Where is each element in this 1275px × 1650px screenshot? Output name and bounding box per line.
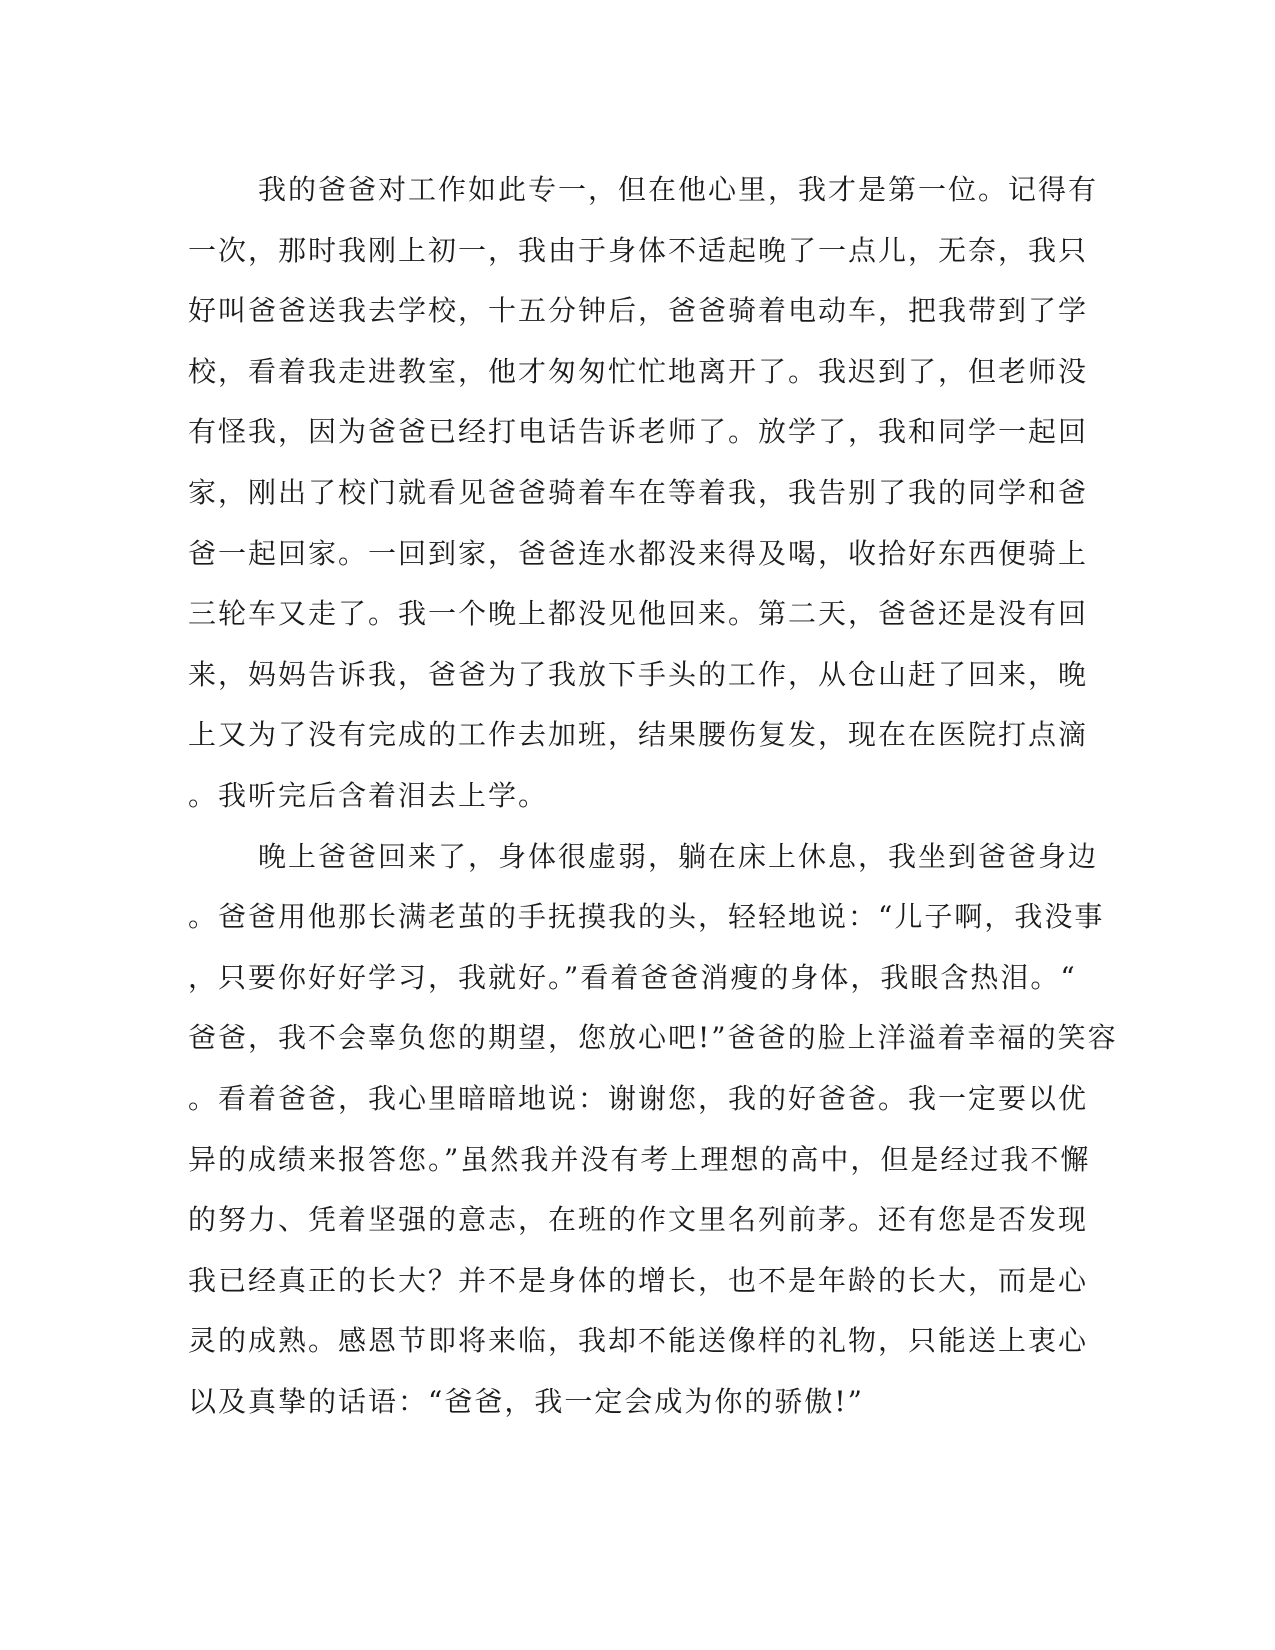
text-line: 家，刚出了校门就看见爸爸骑着车在等着我，我告别了我的同学和爸 [188, 475, 1089, 509]
document-body [188, 160, 1118, 1432]
paragraph-1 [188, 160, 1099, 827]
text-line: 灵的成熟。感恩节即将来临，我却不能送像样的礼物，只能送上衷心 [188, 1324, 1089, 1358]
text-line: 以及真挚的话语：“爸爸，我一定会成为你的骄傲!” [188, 1384, 864, 1418]
text-line: 我已经真正的长大？并不是身体的增长，也不是年龄的长大，而是心 [188, 1263, 1089, 1297]
text-line: 上又为了没有完成的工作去加班，结果腰伤复发，现在在医院打点滴 [188, 718, 1089, 752]
text-line: 好叫爸爸送我去学校，十五分钟后，爸爸骑着电动车，把我带到了学 [188, 294, 1089, 328]
text-line: 校，看着我走进教室，他才匆匆忙忙地离开了。我迟到了，但老师没 [188, 354, 1089, 388]
text-line: 晚上爸爸回来了，身体很虚弱，躺在床上休息，我坐到爸爸身边 [258, 839, 1099, 873]
text-line: 。爸爸用他那长满老茧的手抚摸我的头，轻轻地说：“儿子啊，我没事 [188, 900, 1105, 934]
text-line: 一次，那时我刚上初一，我由于身体不适起晚了一点儿，无奈，我只 [188, 233, 1089, 267]
text-line: 我的爸爸对工作如此专一，但在他心里，我才是第一位。记得有 [258, 173, 1099, 206]
paragraph-2 [188, 827, 1118, 1433]
text-line: 来，妈妈告诉我，爸爸为了我放下手头的工作，从仓山赶了回来，晚 [188, 657, 1089, 691]
text-line: 爸爸，我不会辜负您的期望，您放心吧!”爸爸的脸上洋溢着幸福的笑容 [188, 1021, 1118, 1055]
text-line: 的努力、凭着坚强的意志，在班的作文里名列前茅。还有您是否发现 [188, 1203, 1089, 1237]
text-line: 有怪我，因为爸爸已经打电话告诉老师了。放学了，我和同学一起回 [188, 415, 1089, 449]
text-line: 三轮车又走了。我一个晚上都没见他回来。第二天，爸爸还是没有回 [188, 597, 1089, 631]
text-line: 。我听完后含着泪去上学。 [188, 778, 549, 812]
text-line: 。看着爸爸，我心里暗暗地说：谢谢您，我的好爸爸。我一定要以优 [188, 1081, 1089, 1115]
text-line: 爸一起回家。一回到家，爸爸连水都没来得及喝，收拾好东西便骑上 [188, 536, 1089, 570]
text-line: ，只要你好好学习，我就好。”看着爸爸消瘦的身体，我眼含热泪。“ [188, 960, 1077, 994]
text-line: 异的成绩来报答您。”虽然我并没有考上理想的高中，但是经过我不懈 [188, 1142, 1091, 1176]
